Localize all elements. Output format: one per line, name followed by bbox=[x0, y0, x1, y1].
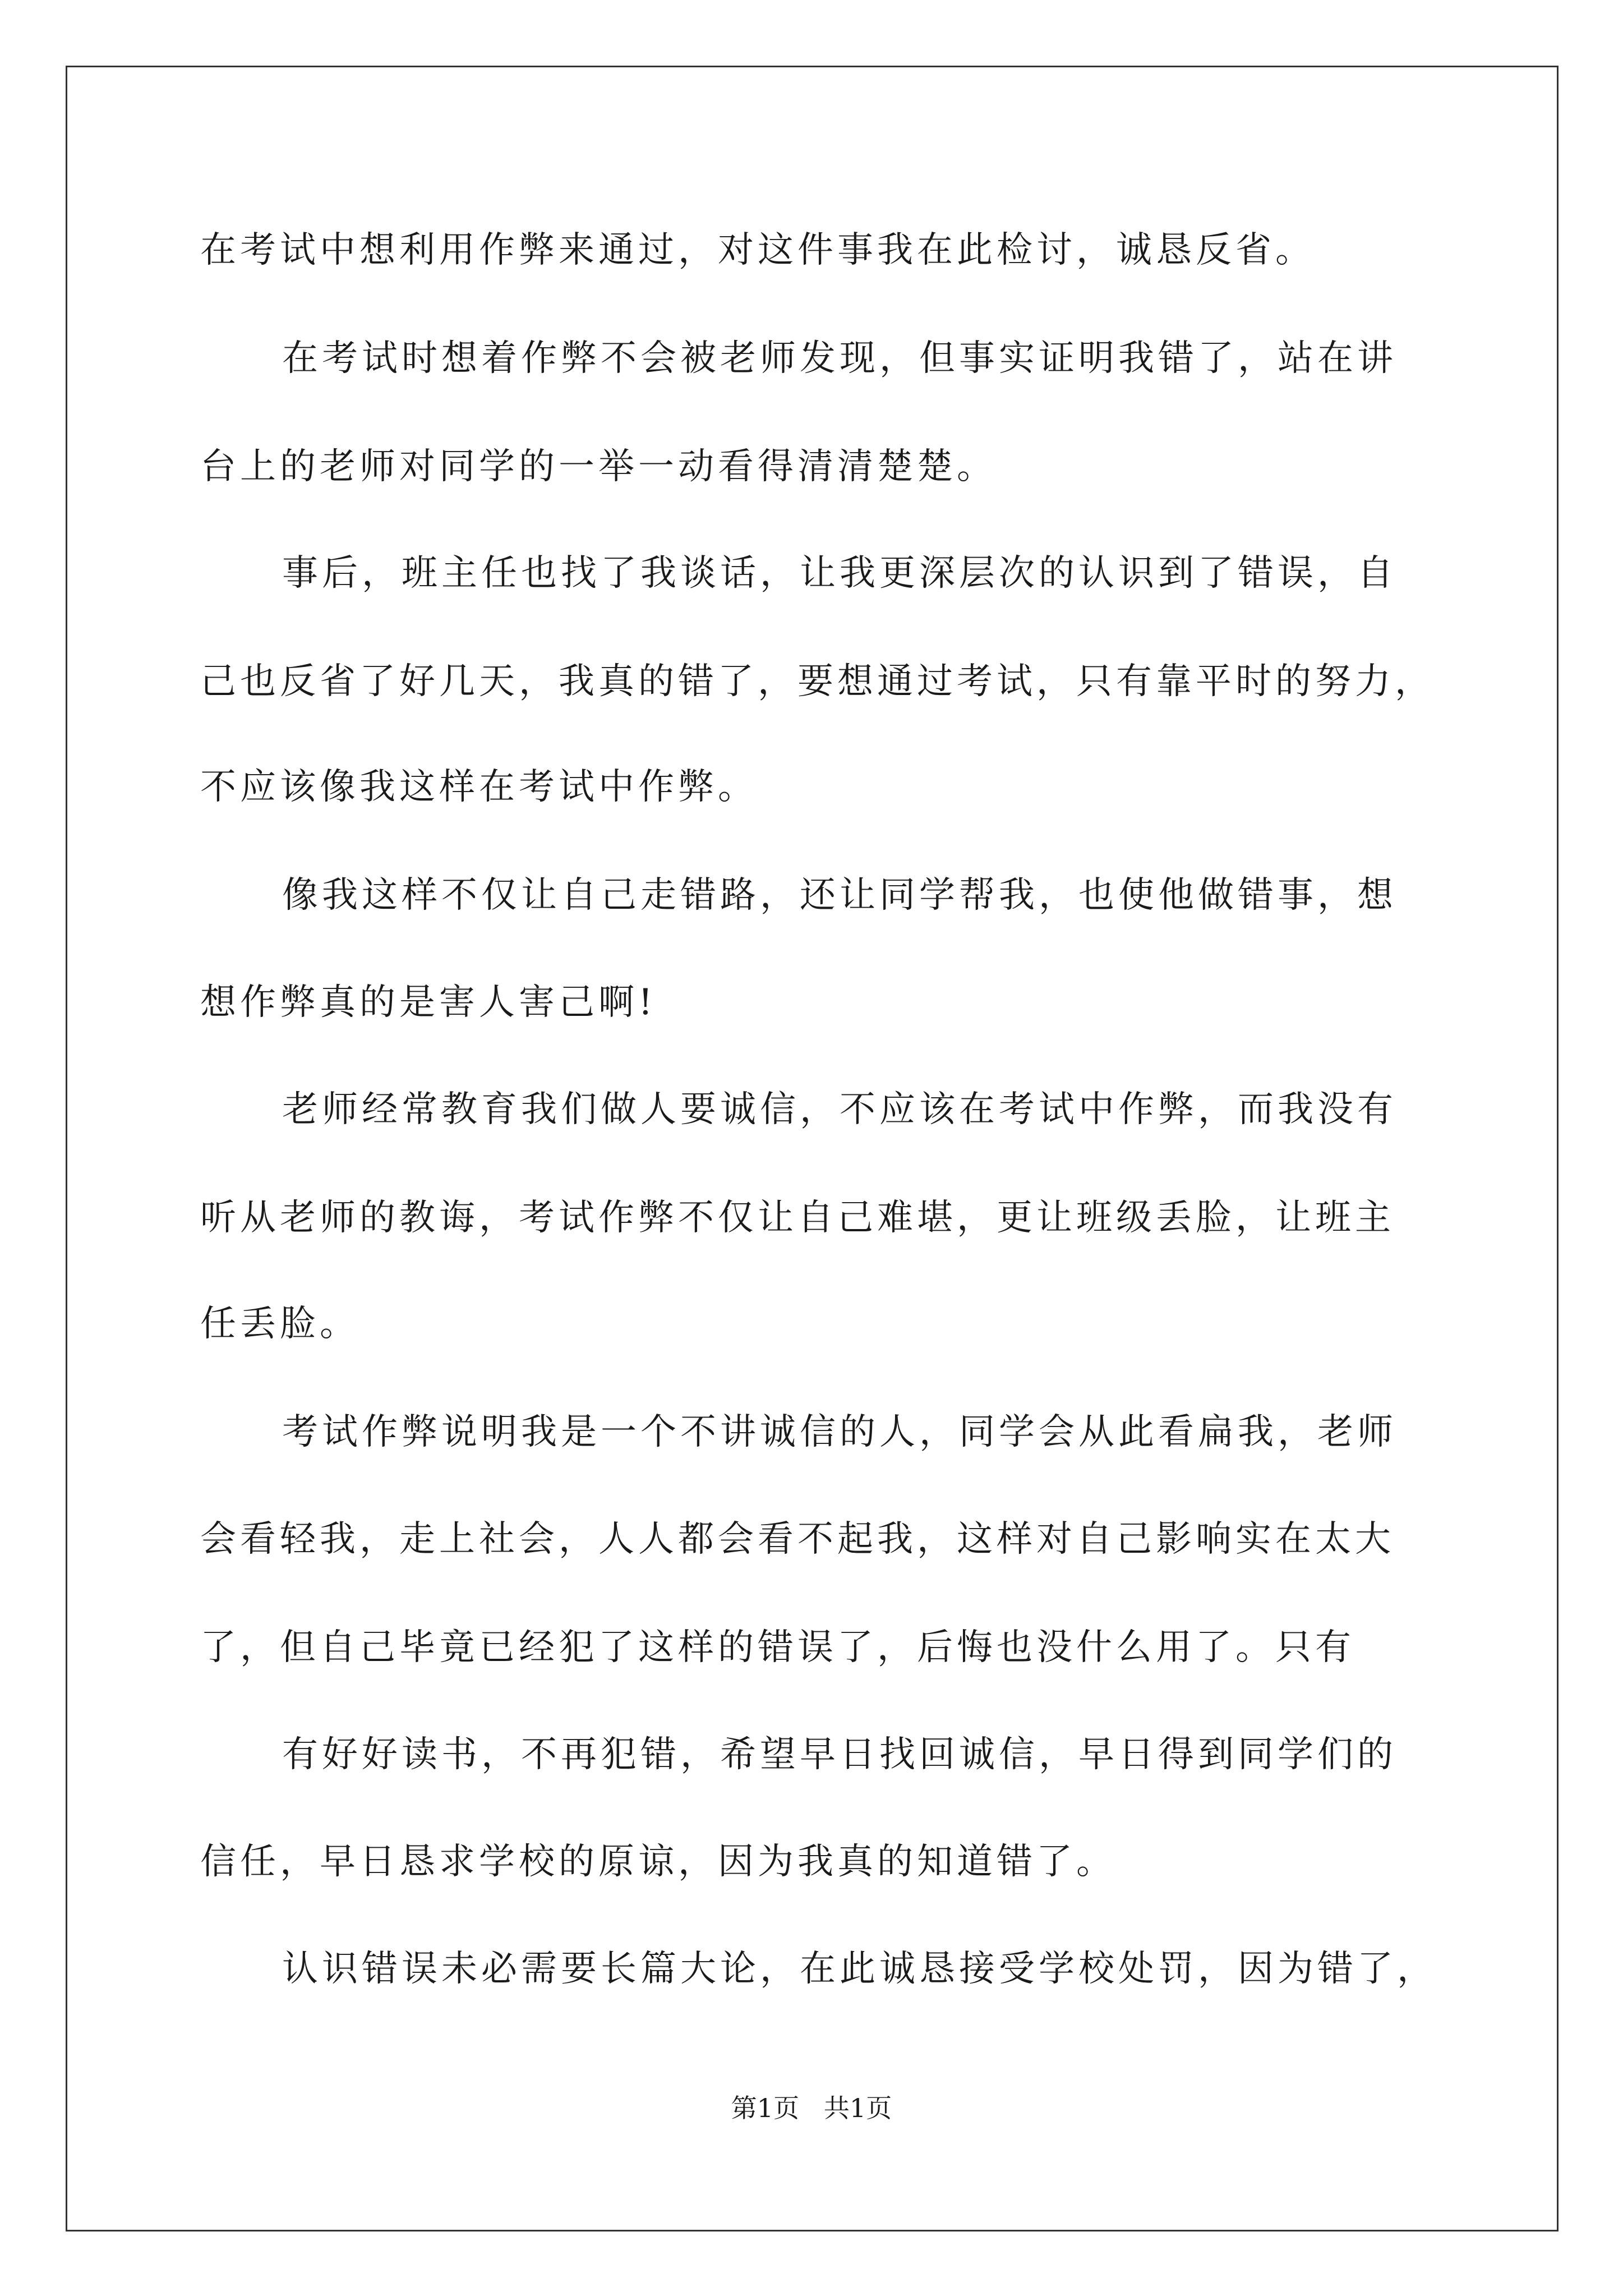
text-line: 考试作弊说明我是一个不讲诚信的人，同学会从此看扁我，老师 bbox=[282, 1411, 1397, 1453]
text-line: 台上的老师对同学的一举一动看得清清楚楚。 bbox=[200, 446, 997, 487]
text-line: 老师经常教育我们做人要诚信，不应该在考试中作弊，而我没有 bbox=[282, 1089, 1397, 1130]
text-line: 会看轻我，走上社会，人人都会看不起我，这样对自己影响实在太大 bbox=[200, 1519, 1395, 1560]
text-line: 了，但自己毕竟已经犯了这样的错误了，后悔也没什么用了。只有 bbox=[200, 1627, 1355, 1668]
text-line: 不应该像我这样在考试中作弊。 bbox=[200, 766, 758, 808]
text-line: 任丢脸。 bbox=[200, 1303, 359, 1345]
text-line: 听从老师的教诲，考试作弊不仅让自己难堪，更让班级丢脸，让班主 bbox=[200, 1197, 1395, 1239]
text-line: 想作弊真的是害人害己啊! bbox=[200, 982, 657, 1023]
text-line: 有好好读书，不再犯错，希望早日找回诚信，早日得到同学们的 bbox=[282, 1734, 1397, 1775]
text-line: 事后，班主任也找了我谈话，让我更深层次的认识到了错误，自 bbox=[282, 553, 1397, 594]
text-line: 认识错误未必需要长篇大论，在此诚恳接受学校处罚，因为错了， bbox=[282, 1948, 1437, 1990]
text-line: 己也反省了好几天，我真的错了，要想通过考试，只有靠平时的努力， bbox=[200, 661, 1435, 702]
page-border bbox=[66, 66, 1559, 2231]
text-line: 像我这样不仅让自己走错路，还让同学帮我，也使他做错事，想 bbox=[282, 875, 1397, 916]
text-line: 信任，早日恳求学校的原谅，因为我真的知道错了。 bbox=[200, 1841, 1116, 1883]
text-line: 在考试时想着作弊不会被老师发现，但事实证明我错了，站在讲 bbox=[282, 338, 1397, 379]
page-number-footer: 第1页 共1页 bbox=[731, 2093, 892, 2123]
text-line: 在考试中想利用作弊来通过，对这件事我在此检讨，诚恳反省。 bbox=[200, 229, 1315, 271]
